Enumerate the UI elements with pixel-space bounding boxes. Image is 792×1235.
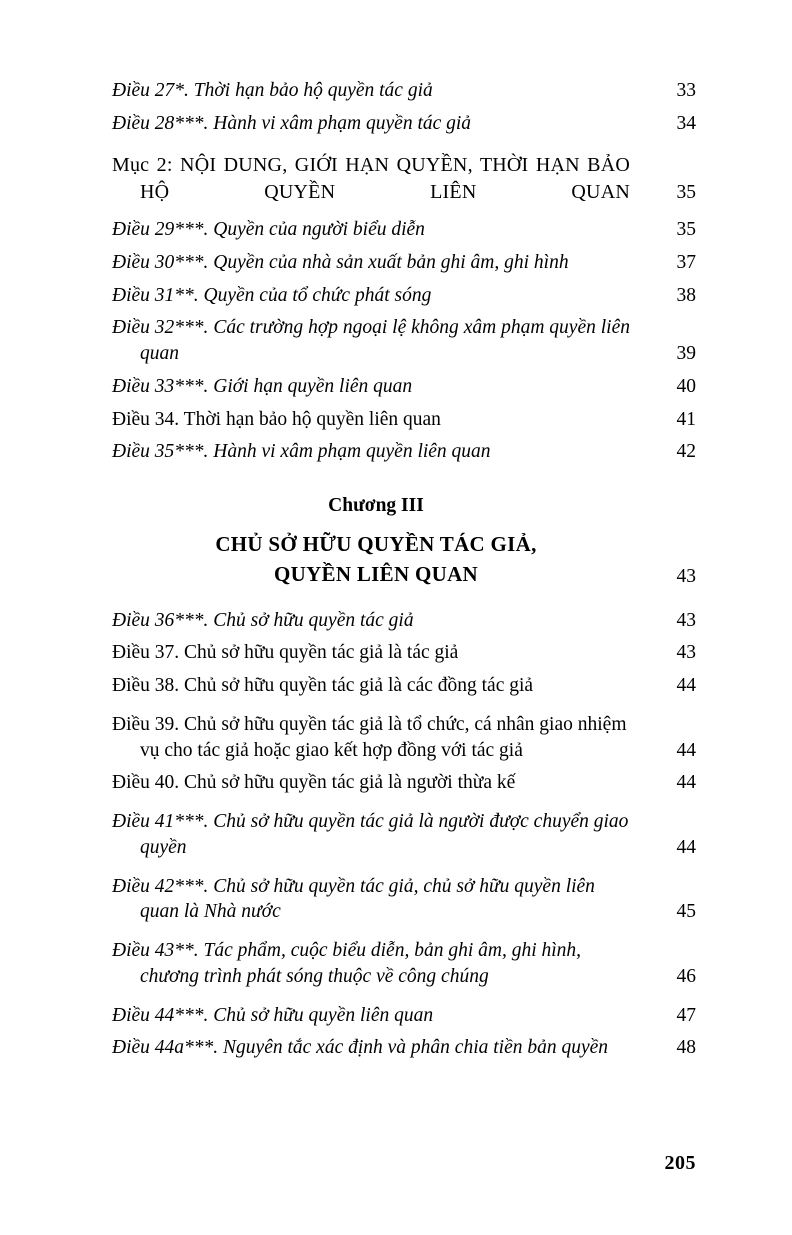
toc-entry-page: 37 bbox=[676, 251, 696, 273]
toc-entry-title: Điều 30***. Quyền của nhà sản xuất bản ghi âm, ghi hình bbox=[112, 251, 569, 273]
toc-entry-title: Điều 44a***. Nguyên tắc xác định và phân chia tiền bản quyền bbox=[112, 1037, 609, 1059]
toc-entry-title: Điều 37. Chủ sở hữu quyền tác giả là tác giả bbox=[112, 642, 459, 664]
toc-entry-page: 41 bbox=[676, 408, 696, 430]
toc-entry-page: 44 bbox=[676, 772, 696, 794]
toc-entry-title: Điều 31**. Quyền của tổ chức phát sóng bbox=[112, 284, 432, 306]
toc-entry-page: 44 bbox=[676, 739, 696, 761]
toc-entry-title: Điều 28***. Hành vi xâm phạm quyền tác giả bbox=[112, 112, 472, 134]
table-of-contents bbox=[112, 78, 696, 1061]
toc-entry-dieu-31[interactable] bbox=[112, 283, 696, 309]
chapter-title-line-1: CHỦ SỞ HỮU QUYỀN TÁC GIẢ, bbox=[215, 532, 537, 557]
toc-entry-dieu-39[interactable] bbox=[112, 712, 696, 763]
toc-entry-title: Điều 29***. Quyền của người biểu diễn bbox=[112, 219, 425, 241]
toc-entry-dieu-32[interactable] bbox=[112, 315, 696, 366]
toc-entry-page: 43 bbox=[676, 609, 696, 631]
toc-entry-page: 40 bbox=[676, 375, 696, 397]
toc-entry-dieu-42[interactable] bbox=[112, 874, 696, 925]
toc-entry-page: 38 bbox=[676, 284, 696, 306]
toc-entry-title: Mục 2: NỘI DUNG, GIỚI HẠN QUYỀN, THỜI HẠN BẢO HỘ QUYỀN LIÊN QUAN bbox=[112, 154, 630, 203]
toc-entry-dieu-41[interactable] bbox=[112, 809, 696, 860]
toc-entry-title: Điều 36***. Chủ sở hữu quyền tác giả bbox=[112, 609, 414, 631]
toc-entry-page: 35 bbox=[676, 181, 696, 203]
toc-entry-title: Điều 32***. Các trường hợp ngoại lệ không xâm phạm quyền liên quan bbox=[112, 317, 630, 365]
toc-entry-muc-2[interactable] bbox=[112, 152, 696, 205]
toc-entry-title: Điều 38. Chủ sở hữu quyền tác giả là các đồng tác giả bbox=[112, 675, 534, 697]
toc-entry-dieu-27[interactable] bbox=[112, 78, 696, 104]
toc-entry-dieu-36[interactable] bbox=[112, 608, 696, 634]
toc-entry-dieu-34[interactable] bbox=[112, 407, 696, 433]
toc-entry-title: Điều 44***. Chủ sở hữu quyền liên quan bbox=[112, 1004, 434, 1026]
toc-entry-title: Điều 42***. Chủ sở hữu quyền tác giả, chủ sở hữu quyền liên quan là Nhà nước bbox=[112, 875, 595, 923]
toc-entry-title: Điều 34. Thời hạn bảo hộ quyền liên quan bbox=[112, 408, 441, 430]
toc-entry-dieu-29[interactable] bbox=[112, 217, 696, 243]
toc-entry-title: Điều 40. Chủ sở hữu quyền tác giả là người thừa kế bbox=[112, 772, 516, 794]
toc-entry-dieu-30[interactable] bbox=[112, 250, 696, 276]
toc-entry-dieu-43[interactable] bbox=[112, 938, 696, 989]
toc-entry-title: Điều 33***. Giới hạn quyền liên quan bbox=[112, 375, 413, 397]
toc-entry-title: Điều 41***. Chủ sở hữu quyền tác giả là người được chuyển giao quyền bbox=[112, 811, 629, 858]
chapter-title-line-2: QUYỀN LIÊN QUAN bbox=[273, 561, 479, 586]
toc-entry-page: 45 bbox=[676, 901, 696, 923]
chapter-heading[interactable] bbox=[112, 495, 696, 590]
toc-entry-title: Điều 27*. Thời hạn bảo hộ quyền tác giả bbox=[112, 80, 433, 101]
toc-entry-page: 44 bbox=[676, 675, 696, 697]
toc-entry-title: Điều 35***. Hành vi xâm phạm quyền liên quan bbox=[112, 441, 491, 463]
toc-entry-dieu-44[interactable] bbox=[112, 1003, 696, 1029]
toc-entry-dieu-44a[interactable] bbox=[112, 1035, 696, 1061]
chapter-number: Chương III bbox=[328, 495, 424, 517]
page-number: 205 bbox=[664, 1152, 696, 1174]
toc-entry-page: 48 bbox=[676, 1037, 696, 1059]
toc-entry-dieu-28[interactable] bbox=[112, 111, 696, 137]
toc-entry-dieu-33[interactable] bbox=[112, 374, 696, 400]
toc-entry-page: 33 bbox=[676, 80, 696, 101]
toc-entry-title: Điều 43**. Tác phẩm, cuộc biểu diễn, bản ghi âm, ghi hình, chương trình phát sóng thuộc về công chúng bbox=[112, 940, 582, 987]
toc-entry-dieu-38[interactable] bbox=[112, 673, 696, 699]
toc-entry-page: 35 bbox=[676, 219, 696, 241]
toc-entry-page: 46 bbox=[676, 965, 696, 987]
toc-entry-title: Điều 39. Chủ sở hữu quyền tác giả là tổ chức, cá nhân giao nhiệm vụ cho tác giả hoặc giao kết hợp đồng với tác giả bbox=[112, 713, 627, 761]
toc-entry-dieu-40[interactable] bbox=[112, 770, 696, 796]
toc-entry-dieu-35[interactable] bbox=[112, 439, 696, 465]
toc-entry-page: 34 bbox=[676, 112, 696, 134]
toc-entry-page: 39 bbox=[676, 343, 696, 365]
toc-entry-page: 44 bbox=[676, 836, 696, 858]
toc-entry-page: 47 bbox=[676, 1004, 696, 1026]
chapter-page: 43 bbox=[676, 565, 696, 587]
toc-entry-page: 42 bbox=[676, 441, 696, 463]
toc-entry-page: 43 bbox=[676, 642, 696, 664]
toc-entry-dieu-37[interactable] bbox=[112, 640, 696, 666]
